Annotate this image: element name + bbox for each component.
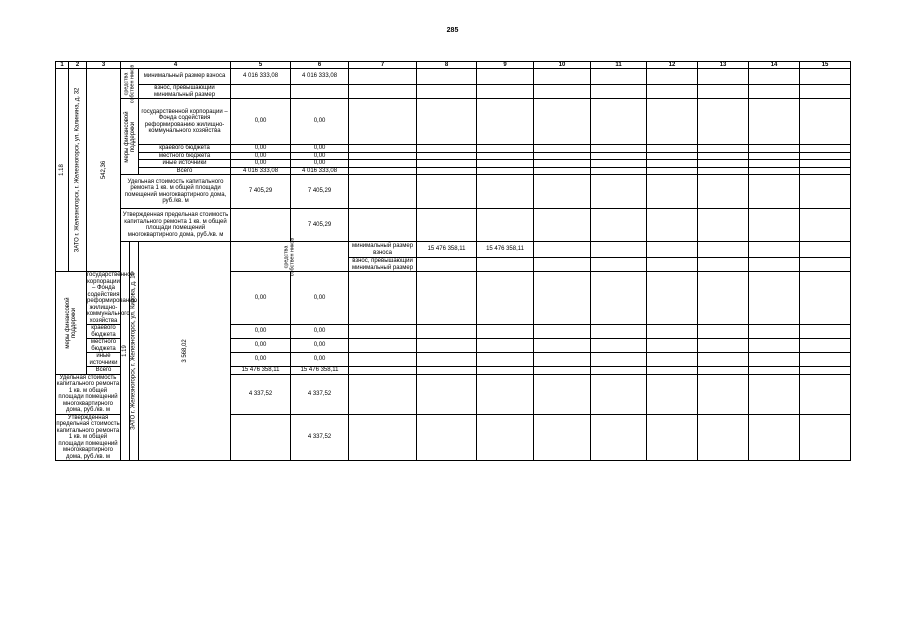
table-row <box>56 69 851 85</box>
source-own-funds: средства собствен ников <box>231 242 349 272</box>
value-col5: 0,00 <box>231 160 291 168</box>
area-cell: 3 568,02 <box>139 242 231 461</box>
row-label: государственной корпорации – Фонда содействия реформированию жилищно-коммунального хозяйства <box>87 272 138 324</box>
value-col6: 7 405,29 <box>291 209 349 242</box>
value-col5: 0,00 <box>231 272 291 325</box>
table-row <box>56 209 851 242</box>
source-financial-support: меры финансовой поддержки <box>56 272 87 375</box>
col-header: 8 <box>417 62 477 69</box>
value-col6: 0,00 <box>291 99 349 145</box>
value-col6: 0,00 <box>291 353 349 367</box>
table-row <box>56 99 851 145</box>
value-col6: 4 016 333,08 <box>291 69 349 85</box>
col-header: 14 <box>749 62 800 69</box>
table-row <box>56 242 851 258</box>
row-label: местного бюджета <box>87 339 121 353</box>
row-label: взнос, превышающий минимальный размер <box>139 85 231 99</box>
col-header: 2 <box>69 62 87 69</box>
table-row <box>56 152 851 160</box>
value-col6: 0,00 <box>291 325 349 339</box>
table-row <box>56 145 851 153</box>
col-header: 4 <box>121 62 231 69</box>
value-col5: 4 337,52 <box>231 374 291 414</box>
value-col6: 15 476 358,11 <box>477 242 534 258</box>
row-label: Всего <box>87 367 121 375</box>
table-row <box>56 167 851 175</box>
capital-repair-table <box>55 61 851 461</box>
item-number: 1.19 <box>121 242 130 461</box>
row-label: минимальный размер взноса <box>349 242 417 258</box>
value-col5: 4 016 333,08 <box>231 69 291 85</box>
value-col5: 0,00 <box>231 99 291 145</box>
row-label: Всего <box>139 167 231 175</box>
address-cell: ЗАТО г. Железногорск, г. Железногорск, ул. Кирова, д. 10 <box>130 242 139 461</box>
value-col5: 0,00 <box>231 339 291 353</box>
col-header: 13 <box>698 62 749 69</box>
address-cell: ЗАТО г. Железногорск, г. Железногорск, ул. Калинина, д. 32 <box>69 69 87 272</box>
value-col5: 0,00 <box>231 152 291 160</box>
value-col6: 4 337,52 <box>291 414 349 461</box>
col-header: 3 <box>87 62 121 69</box>
row-label: Удельная стоимость капитального ремонта 1 кв. м общей площади помещений многоквартирного дома, руб./кв. м <box>121 175 231 209</box>
col-header: 5 <box>231 62 291 69</box>
value-col6: 0,00 <box>291 152 349 160</box>
source-financial-support: меры финансовой поддержки <box>121 99 139 175</box>
value-col6: 0,00 <box>291 145 349 153</box>
table-row <box>56 85 851 99</box>
value-col5: 0,00 <box>231 145 291 153</box>
col-header: 12 <box>647 62 698 69</box>
table-row <box>56 175 851 209</box>
area-cell: 542,36 <box>87 69 121 272</box>
value-col6: 0,00 <box>291 272 349 325</box>
col-header: 7 <box>349 62 417 69</box>
value-col5: 4 016 333,08 <box>231 167 291 175</box>
col-header: 9 <box>477 62 534 69</box>
page-number: 285 <box>446 27 459 34</box>
row-label: Удельная стоимость капитального ремонта 1 кв. м общей площади помещений многоквартирного дома, руб./кв. м <box>56 374 120 413</box>
value-col6: 0,00 <box>291 160 349 168</box>
value-col6: 4 016 333,08 <box>291 167 349 175</box>
value-col6: 7 405,29 <box>291 175 349 209</box>
col-header: 15 <box>800 62 851 69</box>
row-label: местного бюджета <box>139 152 231 160</box>
row-label: минимальный размер взноса <box>139 69 231 85</box>
row-label: краевого бюджета <box>87 325 121 339</box>
value-col5: 0,00 <box>231 325 291 339</box>
row-label: иные источники <box>87 353 121 367</box>
col-header: 10 <box>534 62 591 69</box>
row-label: иные источники <box>139 160 231 168</box>
value-col5: 15 476 358,11 <box>417 242 477 258</box>
row-label: Утвержденная предельная стоимость капитального ремонта 1 кв. м общей площади помещений многоквартирного дома, руб./кв. м <box>56 414 120 460</box>
value-col6: 15 476 358,11 <box>291 367 349 375</box>
header-row <box>56 62 851 69</box>
source-own-funds: средства собствен ников <box>121 69 139 99</box>
value-col5: 0,00 <box>231 353 291 367</box>
row-label: Утвержденная предельная стоимость капитального ремонта 1 кв. м общей площади помещений многоквартирного дома, руб./кв. м <box>121 209 231 242</box>
row-label: краевого бюджета <box>139 145 231 153</box>
item-number: 1.18 <box>56 69 69 272</box>
value-col5: 15 476 358,11 <box>231 367 291 375</box>
row-label: взнос, превышающий минимальный размер <box>349 258 417 272</box>
row-label: государственной корпорации – Фонда содействия реформированию жилищно-коммунального хозяйства <box>139 99 231 145</box>
col-header: 11 <box>591 62 647 69</box>
col-header: 1 <box>56 62 69 69</box>
value-col6: 0,00 <box>291 339 349 353</box>
col-header: 6 <box>291 62 349 69</box>
table-row <box>56 160 851 168</box>
value-col5: 7 405,29 <box>231 175 291 209</box>
value-col6: 4 337,52 <box>291 374 349 414</box>
